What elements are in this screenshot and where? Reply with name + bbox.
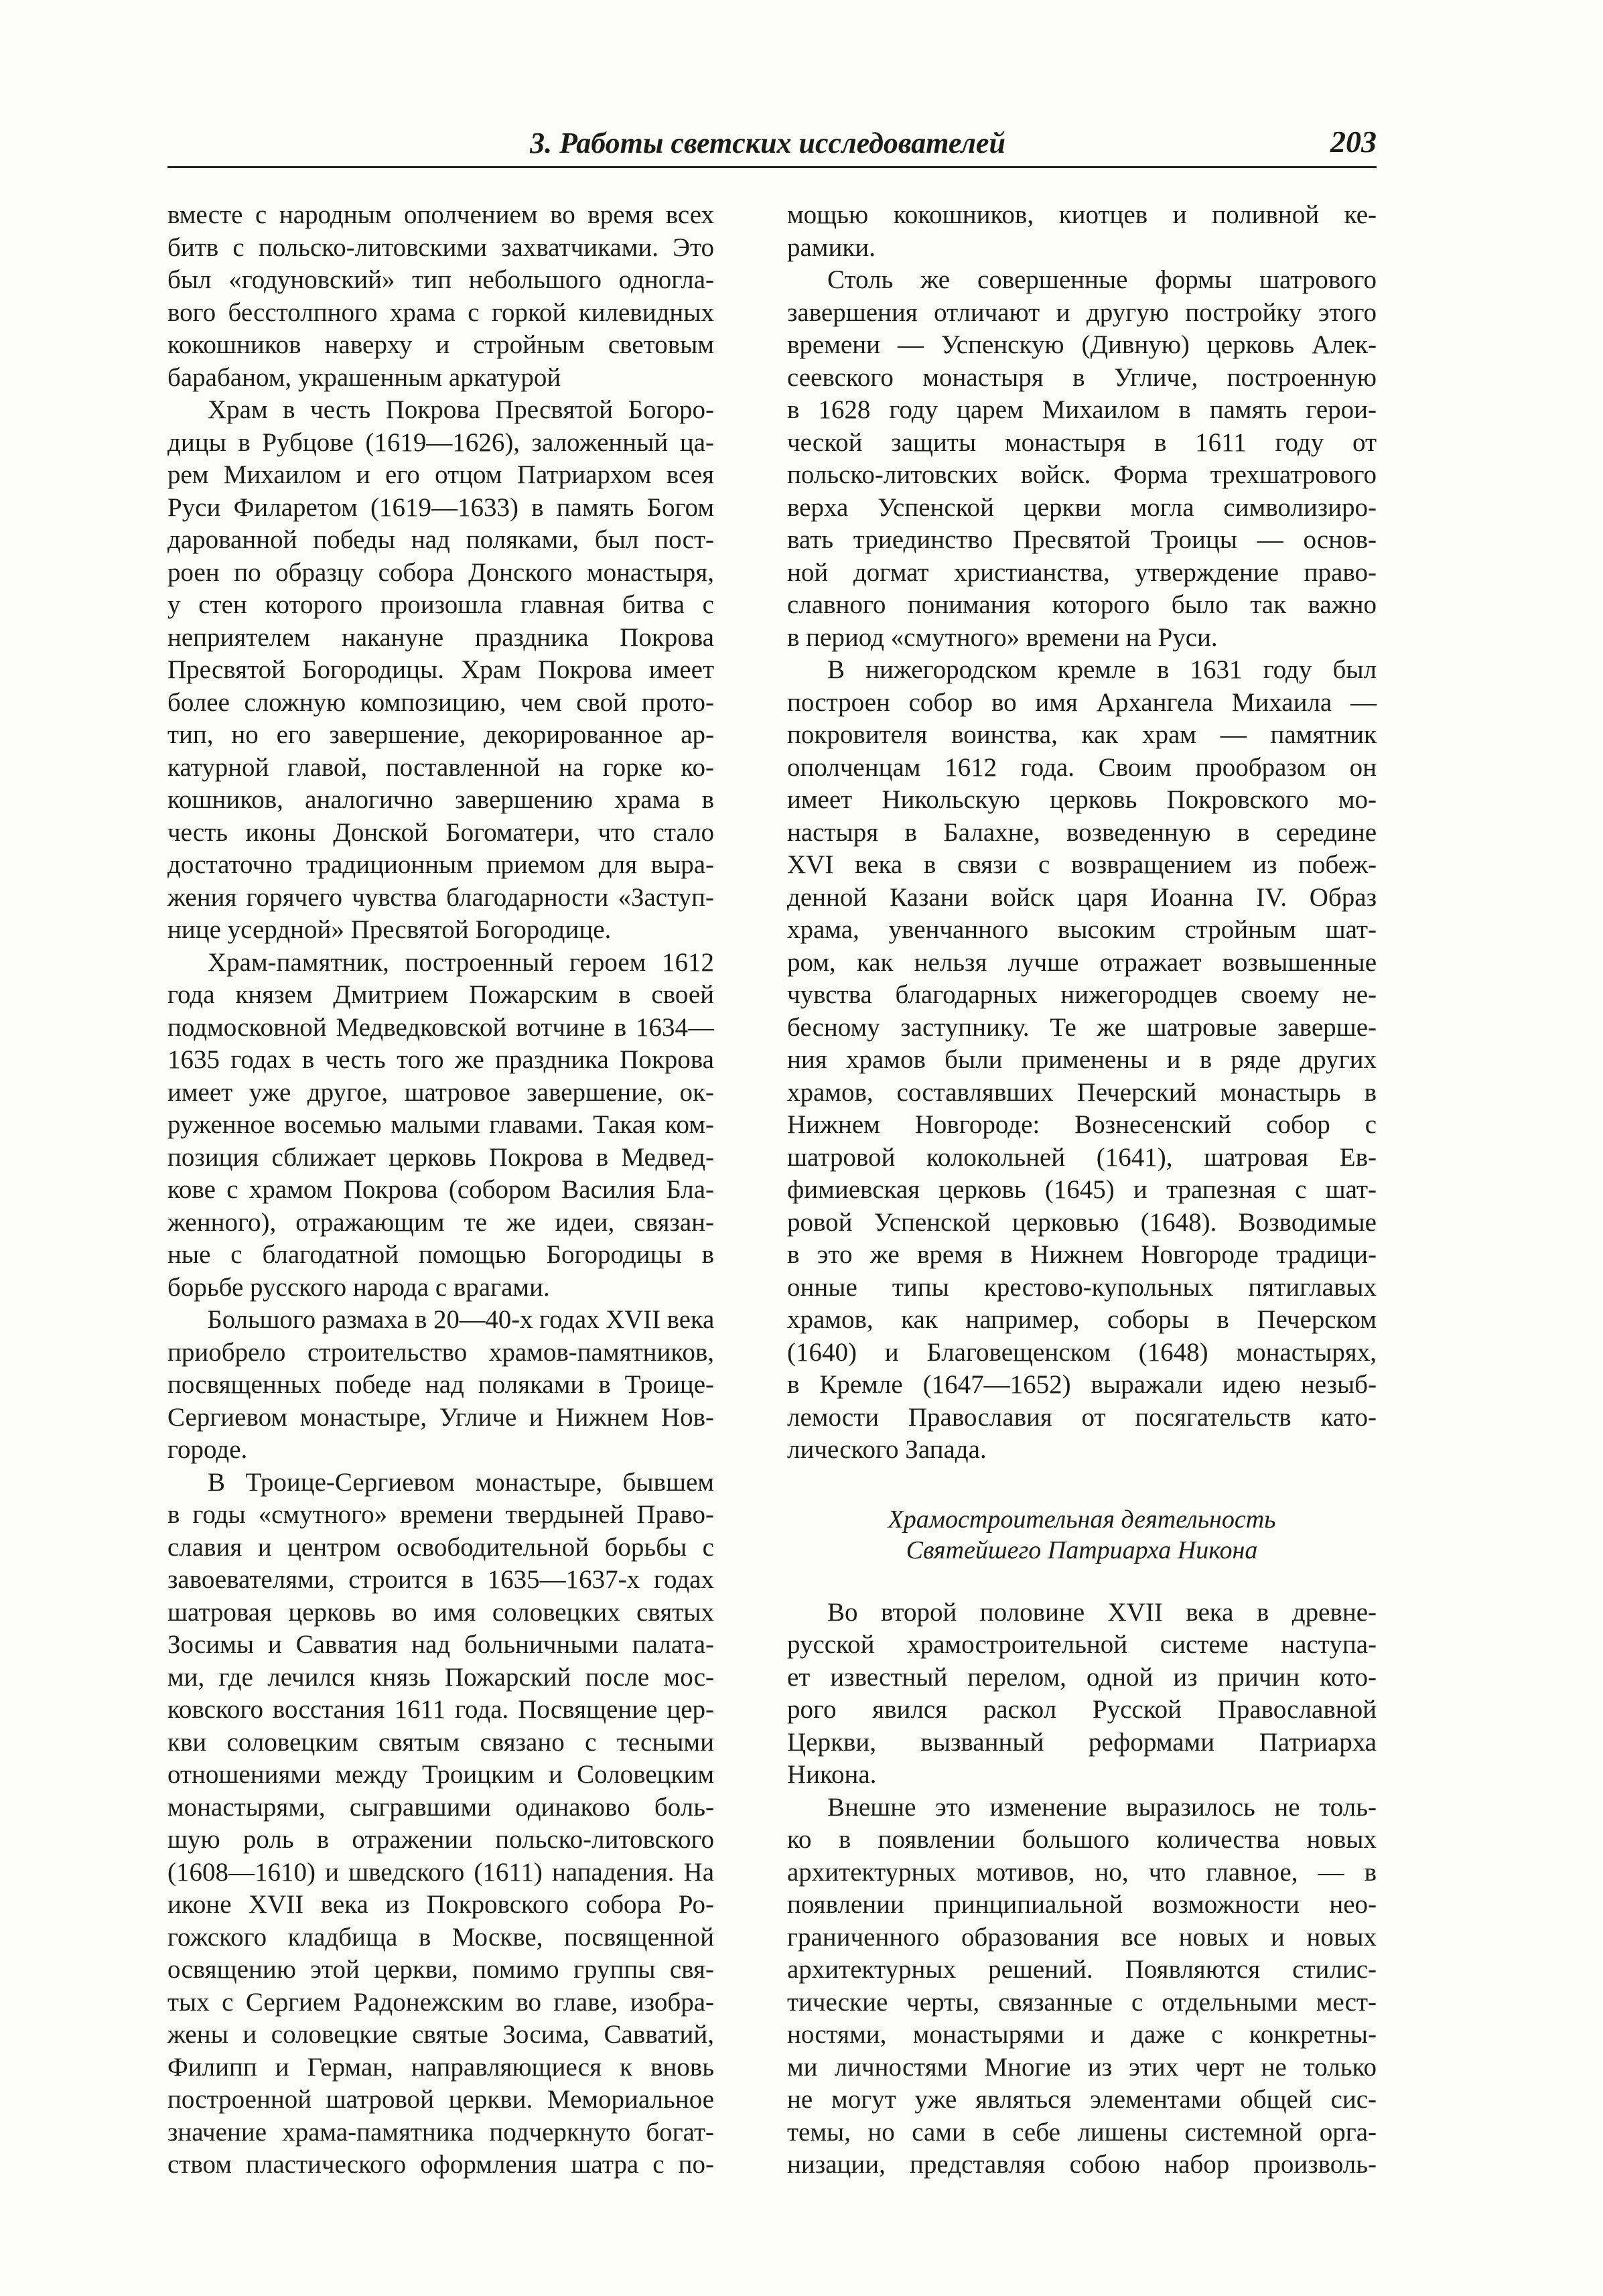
text-line: XVI века в связи с возвращением из побеж- <box>787 850 1377 879</box>
text-line: денной Казани войск царя Иоанна IV. Образ <box>787 882 1377 912</box>
text-line: славия и центром освободительной борьбы с <box>167 1532 714 1562</box>
text-line: нице усердной» Пресвятой Богородице. <box>167 915 612 944</box>
text-line: дарованной победы над поляками, был пост- <box>167 525 714 554</box>
text-line: (1640) и Благовещенском (1648) монастырях, <box>787 1337 1377 1367</box>
text-line: ческой защиты монастыря в 1611 году от <box>787 427 1377 457</box>
text-line: значение храма-памятника подчеркнуто богат- <box>167 2117 714 2147</box>
text-line: жения горячего чувства благодарности «Заступ- <box>167 882 714 912</box>
text-line: посвященных победе над поляками в Троице- <box>167 1370 714 1399</box>
text-line: в период «смутного» времени на Руси. <box>787 622 1218 652</box>
text-line: завершения отличают и другую постройку этого <box>787 297 1377 327</box>
paragraph <box>167 1467 714 2181</box>
text-line: приобрело строительство храмов-памятников, <box>167 1337 714 1367</box>
text-line: роен по образцу собора Донского монастыря, <box>167 557 714 587</box>
text-line: кокошников наверху и стройным световым <box>167 330 714 359</box>
text-line: 1635 годах в честь того же праздника Покрова <box>167 1045 714 1074</box>
text-line: тых с Сергием Радонежским во главе, изобра- <box>167 1987 714 2017</box>
text-line: ром, как нельзя лучше отражает возвышенные <box>787 947 1377 977</box>
text-line: чувства благодарных нижегородцев своему не- <box>787 980 1377 1009</box>
text-line: в Кремле (1647—1652) выражали идею незыб- <box>787 1370 1377 1399</box>
text-line: женного), отражающим те же идеи, связан- <box>167 1207 714 1237</box>
section-heading <box>787 1504 1377 1566</box>
text-line: ет известный перелом, одной из причин кото- <box>787 1662 1377 1692</box>
paragraph <box>787 1597 1377 1792</box>
text-line: храмов, составлявших Печерский монастырь в <box>787 1077 1377 1107</box>
text-line: ностями, монастырями и даже с конкретны- <box>787 2020 1377 2049</box>
text-line: кове с храмом Покрова (собором Василия Бла- <box>167 1175 714 1204</box>
text-line: времени — Успенскую (Дивную) церковь Алек- <box>787 330 1377 359</box>
text-line: Большого размаха в 20—40-х годах XVII века <box>207 1305 715 1334</box>
text-line: шатровая церковь во имя соловецких святых <box>167 1597 714 1627</box>
text-line: мощью кокошников, киотцев и поливной ке- <box>787 200 1377 229</box>
text-line: архитектурных решений. Появляются стилис- <box>787 1955 1377 1984</box>
text-line: В нижегородском кремле в 1631 году был <box>827 655 1377 684</box>
text-line: Храм в честь Покрова Пресвятой Богоро- <box>208 395 714 424</box>
text-line: построен собор во имя Архангела Михаила — <box>787 687 1377 717</box>
text-line: кошников, аналогично завершению храма в <box>167 785 714 814</box>
text-line: сеевского монастыря в Угличе, построенную <box>787 362 1377 392</box>
text-line: в это же время в Нижнем Новгороде традици- <box>787 1240 1377 1269</box>
text-line: рого явился раскол Русской Православной <box>787 1695 1377 1724</box>
text-line: храмов, как например, соборы в Печерском <box>787 1305 1377 1334</box>
text-line: Внешне это изменение выразилось не толь- <box>827 1792 1377 1822</box>
left-text-column <box>167 199 714 2181</box>
text-line: низации, представляя собою набор произволь- <box>787 2150 1377 2179</box>
text-line: рамики. <box>787 232 876 262</box>
paragraph <box>167 394 714 947</box>
text-line: фимиевская церковь (1645) и трапезная с шат- <box>787 1175 1377 1204</box>
text-line: в 1628 году царем Михаилом в память герои- <box>787 395 1377 424</box>
text-line: отношениями между Троицким и Соловецким <box>167 1760 714 1789</box>
text-line: битв с польско-литовскими захватчиками. Это <box>167 232 714 262</box>
text-line: ковского восстания 1611 года. Посвящение цер- <box>167 1695 714 1724</box>
text-line: барабаном, украшенным аркатурой <box>167 362 561 392</box>
text-line: Во второй половине XVII века в древне- <box>827 1597 1377 1627</box>
text-line: вместе с народным ополчением во время всех <box>167 200 714 229</box>
text-line: имеет Никольскую церковь Покровского мо- <box>787 785 1377 814</box>
text-line: появлении принципиальной возможности нео- <box>787 1890 1377 1919</box>
text-line: Руси Филаретом (1619—1633) в память Богом <box>167 492 714 522</box>
text-line: ми, где лечился князь Пожарский после мос- <box>167 1662 714 1692</box>
text-line: Столь же совершенные формы шатрового <box>827 265 1377 294</box>
text-line: имеет уже другое, шатровое завершение, ок- <box>167 1077 714 1107</box>
text-line: тип, но его завершение, декорированное ар- <box>167 720 714 749</box>
text-line: завоевателями, строится в 1635—1637-х годах <box>167 1565 714 1594</box>
text-line: у стен которого произошла главная битва с <box>167 590 714 619</box>
paragraph <box>167 947 714 1304</box>
section-heading-line: Святейшего Патриарха Никона <box>906 1536 1258 1564</box>
text-line: граниченного образования все новых и новых <box>787 1922 1377 1952</box>
paragraph <box>167 199 714 394</box>
text-line: вого бесстолпного храма с горкой килевидных <box>167 297 714 327</box>
text-line: дицы в Рубцове (1619—1626), заложенный ца- <box>167 427 714 457</box>
running-header-title: 3. Работы светских исследователей <box>530 127 1005 159</box>
paragraph <box>787 264 1377 654</box>
text-line: темы, но сами в себе лишены системной орга- <box>787 2117 1377 2147</box>
text-line: в годы «смутного» времени твердыней Право- <box>167 1500 714 1529</box>
text-line: славного понимания которого было так важно <box>787 590 1377 619</box>
paragraph <box>787 199 1377 264</box>
text-line: рем Михаилом и его отцом Патриархом всея <box>167 460 714 489</box>
text-line: ной догмат христианства, утверждение право- <box>787 557 1377 587</box>
right-text-column <box>787 199 1377 2181</box>
text-line: кви соловецким святым связано с тесными <box>167 1727 714 1757</box>
text-line: гожского кладбища в Москве, посвященной <box>167 1922 714 1952</box>
paragraph <box>787 654 1377 1467</box>
text-line: более сложную композицию, чем свой прото- <box>167 687 714 717</box>
text-line: Храм-памятник, построенный героем 1612 <box>208 947 714 977</box>
text-line: монастырями, сыгравшими одинаково боль- <box>167 1792 714 1822</box>
text-line: борьбе русского народа с врагами. <box>167 1272 550 1302</box>
text-line: бесному заступнику. Те же шатровые заверше- <box>787 1012 1377 1042</box>
text-line: шую роль в отражении польско-литовского <box>167 1825 714 1854</box>
text-line: покровителя воинства, как храм — памятник <box>787 720 1377 749</box>
text-line: не могут уже являться элементами общей сис- <box>787 2085 1377 2114</box>
text-line: ополченцам 1612 года. Своим прообразом он <box>787 752 1377 782</box>
text-line: катурной главой, поставленной на горке ко- <box>167 752 714 782</box>
page-number: 203 <box>1330 125 1377 159</box>
text-line: честь иконы Донской Богоматери, что стало <box>167 817 714 847</box>
text-line: тические черты, связанные с отдельными мест- <box>787 1987 1377 2017</box>
text-line: русской храмостроительной системе наступа- <box>787 1630 1377 1659</box>
text-line: освящению этой церкви, помимо группы свя- <box>167 1955 714 1984</box>
text-line: ми личностями Многие из этих черт не только <box>787 2052 1377 2082</box>
text-line: руженное восемью малыми главами. Такая ком- <box>167 1110 714 1139</box>
paragraph <box>167 1304 714 1467</box>
text-line: ровой Успенской церковью (1648). Возводимые <box>787 1207 1377 1237</box>
text-line: Никона. <box>787 1760 877 1789</box>
text-line: года князем Дмитрием Пожарским в своей <box>167 980 714 1009</box>
text-line: онные типы крестово-купольных пятиглавых <box>787 1272 1377 1302</box>
text-line: Нижнем Новгороде: Вознесенский собор с <box>787 1110 1377 1139</box>
text-line: лического Запада. <box>787 1435 987 1464</box>
text-line: В Троице-Сергиевом монастыре, бывшем <box>208 1467 714 1497</box>
paragraph <box>787 1792 1377 2181</box>
text-line: верха Успенской церкви могла символизиро- <box>787 492 1377 522</box>
text-line: городе. <box>167 1435 248 1464</box>
text-line: Филипп и Герман, направляющиеся к вновь <box>167 2052 714 2082</box>
text-line: иконе XVII века из Покровского собора Ро- <box>167 1890 714 1919</box>
text-line: ные с благодатной помощью Богородицы в <box>167 1240 714 1269</box>
text-line: подмосковной Медведковской вотчине в 1634— <box>167 1012 714 1042</box>
text-line: построенной шатровой церкви. Мемориальное <box>167 2085 714 2114</box>
text-line: польско-литовских войск. Форма трехшатрового <box>787 460 1377 489</box>
text-line: Церкви, вызванный реформами Патриарха <box>787 1727 1377 1757</box>
text-line: Сергиевом монастыре, Угличе и Нижнем Нов- <box>167 1402 714 1432</box>
text-line: шатровой колокольней (1641), шатровая Ев- <box>787 1142 1377 1172</box>
text-line: Зосимы и Савватия над больничными палата- <box>167 1630 714 1659</box>
text-line: вать триединство Пресвятой Троицы — основ- <box>787 525 1377 554</box>
text-line: был «годуновский» тип небольшого одногла- <box>167 265 714 294</box>
text-line: достаточно традиционным приемом для выра- <box>167 850 714 879</box>
text-line: настыря в Балахне, возведенную в середине <box>787 817 1377 847</box>
header-rule <box>167 166 1377 168</box>
text-line: Пресвятой Богородицы. Храм Покрова имеет <box>167 655 714 684</box>
text-line: жены и соловецкие святые Зосима, Савватий, <box>167 2020 714 2049</box>
text-line: ством пластического оформления шатра с по- <box>167 2150 714 2179</box>
text-line: ко в появлении большого количества новых <box>787 1825 1377 1854</box>
text-line: неприятелем накануне праздника Покрова <box>167 622 714 652</box>
text-line: лемости Православия от посягательств като- <box>787 1402 1377 1432</box>
text-line: ния храмов были применены и в ряде других <box>787 1045 1377 1074</box>
text-line: позиция сближает церковь Покрова в Медвед- <box>167 1142 714 1172</box>
text-line: архитектурных мотивов, но, что главное, — в <box>787 1857 1377 1887</box>
section-heading-line: Храмостроительная деятельность <box>888 1505 1276 1534</box>
text-line: храма, увенчанного высоким стройным шат- <box>787 915 1377 944</box>
text-line: (1608—1610) и шведского (1611) нападения. На <box>167 1857 714 1887</box>
